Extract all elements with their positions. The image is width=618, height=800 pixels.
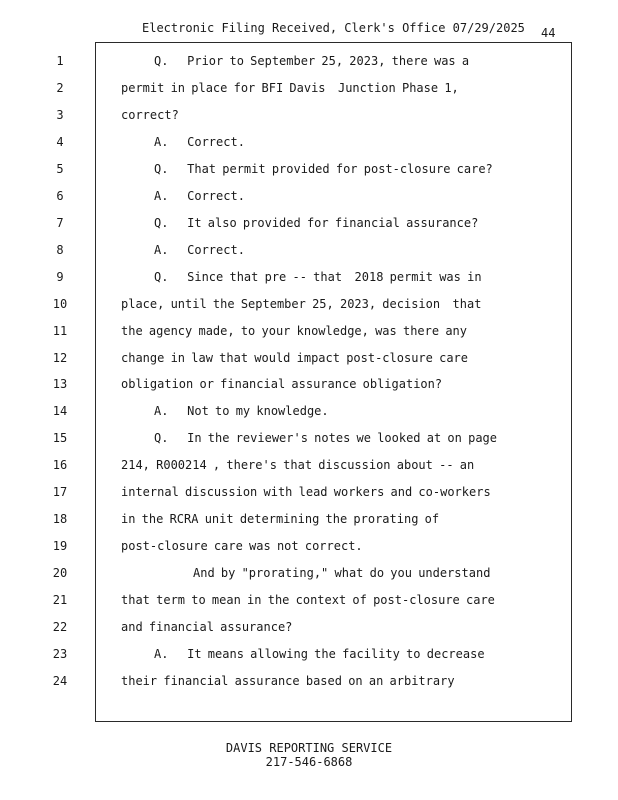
- line-text: and financial assurance?: [121, 620, 293, 634]
- line-text: A. Correct.: [154, 243, 245, 257]
- line-number: 18: [52, 512, 68, 526]
- transcript-line: [0, 591, 618, 609]
- line-text: obligation or financial assurance obligation?: [121, 377, 443, 391]
- line-number: 3: [56, 108, 64, 122]
- line-text: A. Correct.: [154, 189, 245, 203]
- transcript-line: [0, 268, 618, 286]
- line-number: 17: [52, 485, 68, 499]
- line-number: 2: [56, 81, 64, 95]
- line-text: Q. In the reviewer's notes we looked at on page: [154, 431, 498, 445]
- line-number: 11: [52, 324, 68, 338]
- line-text: their financial assurance based on an arbitrary: [121, 674, 455, 688]
- transcript-line: [0, 483, 618, 501]
- line-number: 20: [52, 566, 68, 580]
- line-text: 214, R000214 , there's that discussion about -- an: [121, 458, 475, 472]
- transcript-line: [0, 187, 618, 205]
- line-number: 9: [56, 270, 64, 284]
- line-number: 10: [52, 297, 68, 311]
- transcript-line: [0, 79, 618, 97]
- transcript-line: [0, 133, 618, 151]
- line-number: 13: [52, 377, 68, 391]
- line-text: A. It means allowing the facility to decrease: [154, 647, 485, 661]
- line-text: And by "prorating," what do you understand: [193, 566, 491, 580]
- line-number: 19: [52, 539, 68, 553]
- line-text: permit in place for BFI Davis Junction Phase 1,: [121, 81, 459, 95]
- line-number: 21: [52, 593, 68, 607]
- line-number: 22: [52, 620, 68, 634]
- line-number: 16: [52, 458, 68, 472]
- transcript-line: [0, 456, 618, 474]
- transcript-line: [0, 402, 618, 420]
- transcript-line: [0, 52, 618, 70]
- line-text: that term to mean in the context of post-closure care: [121, 593, 495, 607]
- transcript-line: [0, 214, 618, 232]
- transcript-line: [0, 510, 618, 528]
- line-text: Q. Since that pre -- that 2018 permit was in: [154, 270, 482, 284]
- transcript-line: [0, 160, 618, 178]
- transcript-line: [0, 241, 618, 259]
- footer-company: DAVIS REPORTING SERVICE: [225, 741, 393, 755]
- line-text: Q. Prior to September 25, 2023, there was a: [154, 54, 470, 68]
- line-number: 23: [52, 647, 68, 661]
- line-number: 5: [56, 162, 64, 176]
- line-number: 14: [52, 404, 68, 418]
- line-text: in the RCRA unit determining the prorating of: [121, 512, 440, 526]
- line-text: the agency made, to your knowledge, was there any: [121, 324, 468, 338]
- line-text: correct?: [121, 108, 179, 122]
- line-text: A. Correct.: [154, 135, 245, 149]
- line-number: 24: [52, 674, 68, 688]
- electronic-filing-stamp: Electronic Filing Received, Clerk's Office 07/29/2025: [142, 21, 525, 35]
- line-text: Q. That permit provided for post-closure care?: [154, 162, 493, 176]
- transcript-line: [0, 429, 618, 447]
- line-number: 7: [56, 216, 64, 230]
- transcript-line: [0, 618, 618, 636]
- transcript-line: [0, 672, 618, 690]
- transcript-line: [0, 106, 618, 124]
- line-text: A. Not to my knowledge.: [154, 404, 329, 418]
- transcript-line: [0, 322, 618, 340]
- footer-phone: 217-546-6868: [265, 755, 353, 769]
- page-number: 44: [541, 26, 556, 40]
- transcript-line: [0, 375, 618, 393]
- transcript-line: [0, 645, 618, 663]
- transcript-line: [0, 349, 618, 367]
- transcript-line: [0, 295, 618, 313]
- line-text: post-closure care was not correct.: [121, 539, 363, 553]
- line-number: 12: [52, 351, 68, 365]
- line-text: change in law that would impact post-closure care: [121, 351, 469, 365]
- transcript-line: [0, 537, 618, 555]
- line-text: internal discussion with lead workers and co-workers: [121, 485, 491, 499]
- line-text: place, until the September 25, 2023, decision that: [121, 297, 482, 311]
- line-number: 15: [52, 431, 68, 445]
- line-number: 4: [56, 135, 64, 149]
- line-text: Q. It also provided for financial assurance?: [154, 216, 479, 230]
- line-number: 1: [56, 54, 64, 68]
- line-number: 8: [56, 243, 64, 257]
- line-number: 6: [56, 189, 64, 203]
- transcript-line: [0, 564, 618, 582]
